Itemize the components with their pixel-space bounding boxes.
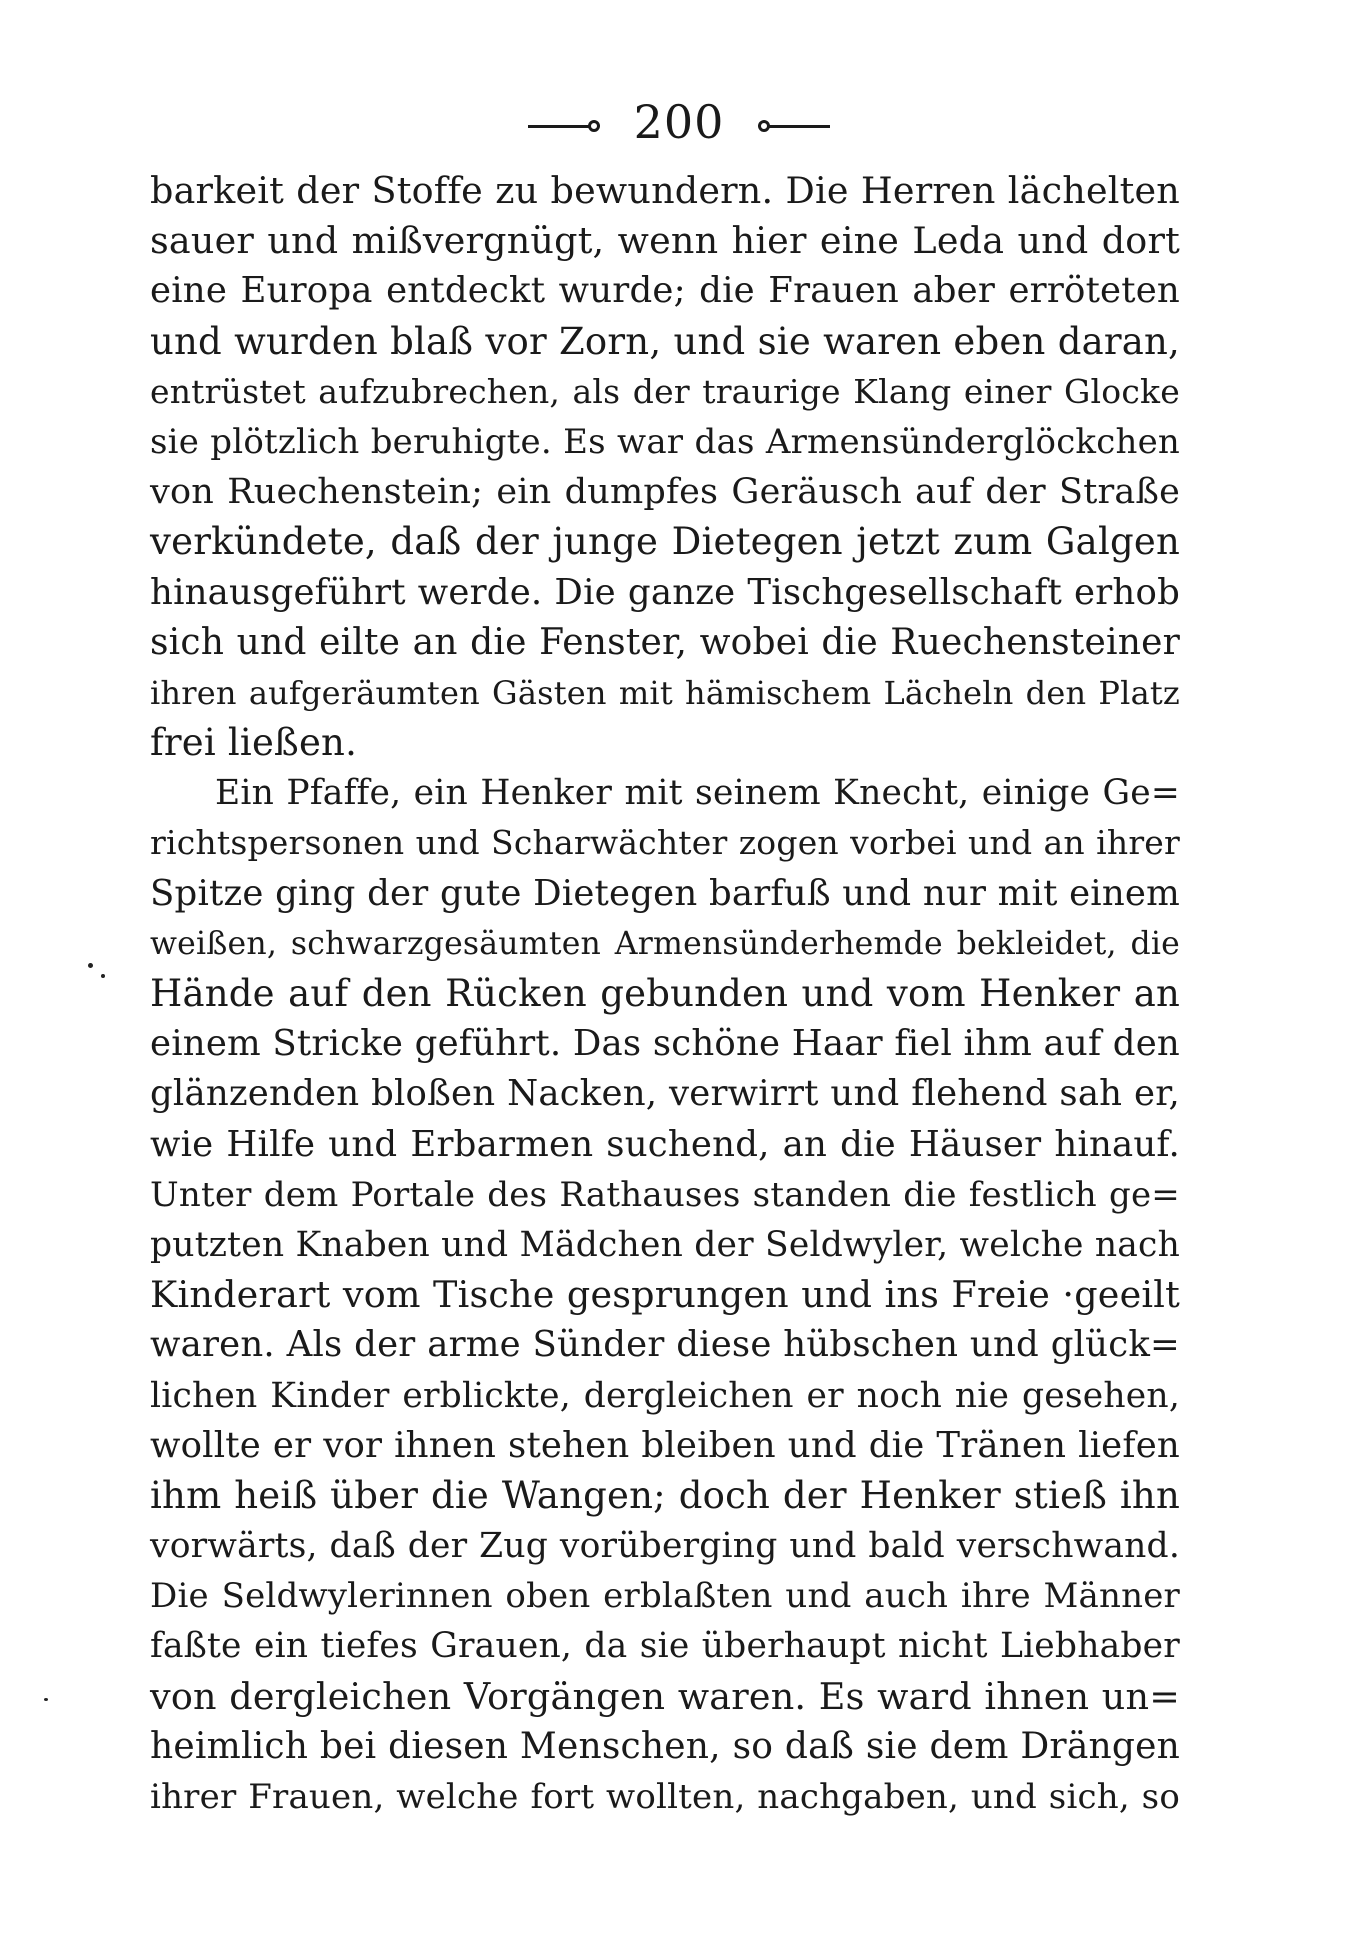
text-line: Hände auf den Rücken gebunden und vom Henker an bbox=[150, 972, 1180, 1015]
text-line: waren. Als der arme Sünder diese hübschen und glück= bbox=[150, 1324, 1180, 1366]
text-line: glänzenden bloßen Nacken, verwirrt und flehend sah er, bbox=[150, 1073, 1180, 1115]
text-line: sich und eilte an die Fenster, wobei die Ruechensteiner bbox=[150, 621, 1180, 663]
right-ornament-icon bbox=[758, 92, 830, 152]
text-line: frei ließen. bbox=[150, 721, 358, 765]
print-speck-icon bbox=[88, 963, 93, 968]
text-line: von Ruechenstein; ein dumpfes Geräusch auf der Straße bbox=[150, 472, 1180, 513]
body-text bbox=[150, 166, 1180, 1822]
text-line: sie plötzlich beruhigte. Es war das Armensünderglöckchen bbox=[150, 421, 1180, 462]
text-line: lichen Kinder erblickte, dergleichen er noch nie gesehen, bbox=[150, 1375, 1180, 1416]
text-line: wie Hilfe und Erbarmen suchend, an die Häuser hinauf. bbox=[150, 1123, 1180, 1165]
text-line: Spitze ging der gute Dietegen barfuß und nur mit einem bbox=[150, 872, 1180, 914]
text-line: putzten Knaben und Mädchen der Seldwyler, welche nach bbox=[150, 1224, 1180, 1265]
text-line: wollte er vor ihnen stehen bleiben und die Tränen liefen bbox=[150, 1424, 1180, 1466]
text-line: ihren aufgeräumten Gästen mit hämischem Lächeln den Platz bbox=[150, 673, 1180, 712]
text-line: Ein Pfaffe, ein Henker mit seinem Knecht, einige Ge= bbox=[215, 773, 1180, 814]
left-ornament-icon bbox=[528, 92, 600, 152]
text-line: ihrer Frauen, welche fort wollten, nachgaben, und sich, so bbox=[150, 1777, 1180, 1817]
text-line: sauer und mißvergnügt, wenn hier eine Leda und dort bbox=[150, 219, 1180, 263]
text-line: einem Stricke geführt. Das schöne Haar fiel ihm auf den bbox=[150, 1023, 1180, 1065]
print-speck-icon bbox=[44, 1698, 48, 1701]
text-line: vorwärts, daß der Zug vorüberging und bald verschwand. bbox=[150, 1526, 1180, 1567]
text-line: barkeit der Stoffe zu bewundern. Die Herren lächelten bbox=[150, 169, 1180, 212]
page-header bbox=[0, 88, 1358, 152]
text-line: hinausgeführt werde. Die ganze Tischgesellschaft erhob bbox=[150, 571, 1180, 613]
text-line: verkündete, daß der junge Dietegen jetzt zum Galgen bbox=[150, 520, 1180, 564]
text-line: Die Seldwylerinnen oben erblaßten und auch ihre Männer bbox=[150, 1576, 1180, 1617]
text-line: ihm heiß über die Wangen; doch der Henker stieß ihn bbox=[150, 1473, 1180, 1517]
print-speck-icon bbox=[101, 974, 105, 978]
text-line: entrüstet aufzubrechen, als der traurige Klang einer Glocke bbox=[150, 371, 1180, 411]
text-line: von dergleichen Vorgängen waren. Es ward ihnen un= bbox=[150, 1674, 1180, 1718]
text-line: und wurden blaß vor Zorn, und sie waren eben daran, bbox=[150, 319, 1180, 363]
text-line: eine Europa entdeckt wurde; die Frauen aber erröteten bbox=[150, 270, 1180, 312]
text-line: richtspersonen und Scharwächter zogen vorbei und an ihrer bbox=[150, 823, 1180, 863]
text-line: faßte ein tiefes Grauen, da sie überhaupt nicht Liebhaber bbox=[150, 1626, 1180, 1667]
text-line: Kinderart vom Tische gesprungen und ins Freie ·geeilt bbox=[150, 1273, 1180, 1317]
text-line: Unter dem Portale des Rathauses standen die festlich ge= bbox=[150, 1174, 1180, 1215]
text-line: weißen, schwarzgesäumten Armensünderhemde bekleidet, die bbox=[150, 925, 1180, 962]
page-number: 200 bbox=[633, 95, 725, 149]
text-line: heimlich bei diesen Menschen, so daß sie dem Drängen bbox=[150, 1725, 1180, 1767]
